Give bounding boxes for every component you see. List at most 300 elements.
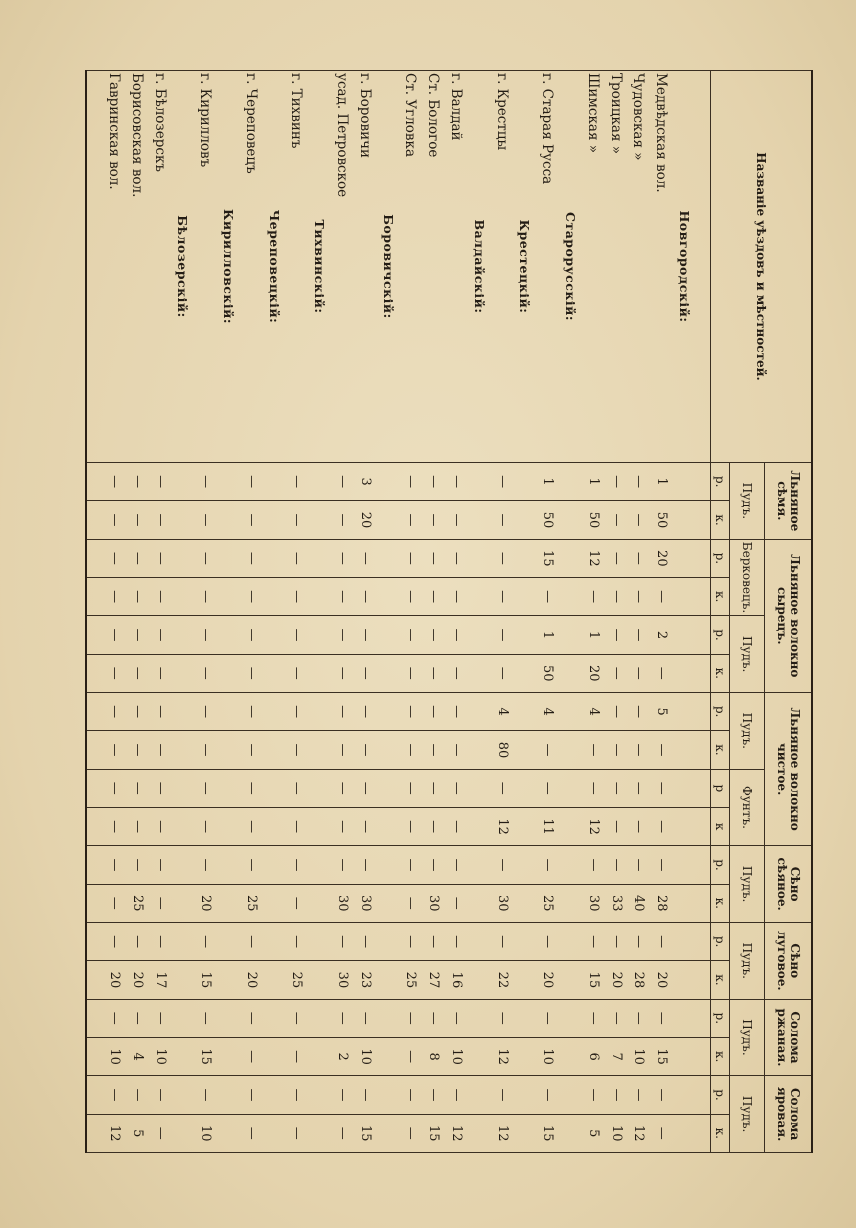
price-cell: — [399,654,422,692]
price-cell: — [194,577,217,615]
empty-cell [308,1076,331,1114]
price-cell: 16 [444,961,467,999]
price-cell: — [148,463,171,501]
empty-cell [262,807,285,845]
price-cell: — [490,769,513,807]
price-cell: 2 [330,1037,353,1075]
district-name: Новгородскій: [672,71,695,463]
price-cell: — [239,577,262,615]
price-cell: — [102,769,125,807]
price-cell: 10 [194,1114,217,1152]
empty-cell [513,807,536,845]
price-cell: 50 [581,501,604,539]
empty-cell [513,539,536,577]
empty-cell [513,654,536,692]
price-cell: 4 [536,692,559,730]
empty-cell [558,961,581,999]
price-cell: — [285,654,308,692]
price-cell: — [102,884,125,922]
price-cell: — [604,692,627,730]
price-cell: — [330,999,353,1037]
empty-cell [171,463,194,501]
price-cell: — [627,463,650,501]
price-cell: — [330,616,353,654]
empty-cell [171,654,194,692]
price-cell: — [148,731,171,769]
empty-cell [171,616,194,654]
price-cell: — [627,807,650,845]
price-cell: — [353,731,376,769]
empty-cell [672,463,695,501]
price-cell: 50 [536,654,559,692]
place-name: Борисовская вол. [125,71,148,463]
price-cell: — [330,807,353,845]
empty-cell [262,463,285,501]
empty-cell [376,999,399,1037]
district-heading-row [467,71,490,1153]
price-cell: — [399,463,422,501]
empty-cell [672,1114,695,1152]
empty-cell [376,769,399,807]
price-cell: — [353,654,376,692]
district-heading-row [376,71,399,1153]
price-cell: — [125,807,148,845]
price-cell: — [490,922,513,960]
price-cell: — [399,501,422,539]
table-row [650,71,673,1153]
price-cell: — [444,692,467,730]
header-rub-kop: р. [711,463,730,501]
price-cell: — [125,501,148,539]
header-rub-kop: к [711,807,730,845]
empty-cell [308,616,331,654]
empty-cell [513,1114,536,1152]
header-rub-kop: р. [711,922,730,960]
price-cell: — [627,577,650,615]
district-name: Старорусскій: [558,71,581,463]
header-rub-kop: к. [711,884,730,922]
empty-cell [513,846,536,884]
empty-cell [171,961,194,999]
empty-cell [171,501,194,539]
price-cell: 1 [581,463,604,501]
price-cell: — [102,577,125,615]
price-cell: — [194,846,217,884]
price-cell: — [399,1037,422,1075]
empty-cell [467,846,490,884]
table-row [353,71,376,1153]
price-cell: — [604,539,627,577]
district-heading-row [216,71,239,1153]
price-cell: 30 [330,961,353,999]
price-cell: 10 [627,1037,650,1075]
empty-cell [558,654,581,692]
price-cell: — [422,731,445,769]
price-cell: — [125,463,148,501]
empty-cell [558,1037,581,1075]
price-cell: — [239,463,262,501]
price-cell: — [102,807,125,845]
empty-cell [558,692,581,730]
place-name: Медвѣдская вол. [650,71,673,463]
price-cell: — [627,1076,650,1114]
empty-cell [558,769,581,807]
empty-cell [308,769,331,807]
empty-cell [376,577,399,615]
empty-cell [672,961,695,999]
empty-cell [308,539,331,577]
empty-cell [467,1076,490,1114]
price-cell: 12 [444,1114,467,1152]
header-unit: Пудъ. [730,616,765,693]
price-cell: — [604,922,627,960]
price-cell: 80 [490,731,513,769]
price-cell: — [285,692,308,730]
price-cell: — [353,1076,376,1114]
price-cell: — [239,501,262,539]
place-name: Ст. Бологое [422,71,445,463]
price-cell: — [285,884,308,922]
price-cell: — [444,654,467,692]
empty-cell [262,884,285,922]
empty-cell [171,577,194,615]
price-cell: — [330,846,353,884]
empty-cell [216,1076,239,1114]
empty-cell [467,1037,490,1075]
price-cell: — [650,846,673,884]
district-heading-row [672,71,695,1153]
empty-cell [513,922,536,960]
empty-cell [376,1114,399,1152]
price-cell: — [285,846,308,884]
header-unit: Пудъ. [730,692,765,769]
price-cell: — [125,922,148,960]
price-cell: — [536,999,559,1037]
price-cell: 12 [627,1114,650,1152]
header-rub-kop: к. [711,1037,730,1075]
price-cell: 10 [148,1037,171,1075]
price-cell: — [399,846,422,884]
price-cell: — [330,539,353,577]
place-name: усад. Петровское [330,71,353,463]
empty-cell [513,999,536,1037]
price-cell: — [581,999,604,1037]
price-cell: — [353,999,376,1037]
header-rub-kop: к. [711,501,730,539]
empty-cell [376,463,399,501]
price-cell: 20 [194,884,217,922]
price-cell: — [627,769,650,807]
price-cell: — [148,1076,171,1114]
price-cell: — [604,999,627,1037]
price-cell: 30 [330,884,353,922]
price-cell: — [125,577,148,615]
place-name: г. Валдай [444,71,467,463]
empty-cell [262,1114,285,1152]
table-header [711,71,813,1153]
empty-cell [672,922,695,960]
price-cell: — [536,577,559,615]
price-cell: — [490,654,513,692]
price-cell: — [444,884,467,922]
price-cell: — [353,539,376,577]
price-cell: 20 [581,654,604,692]
price-cell: — [239,769,262,807]
empty-cell [216,1114,239,1152]
empty-cell [171,1076,194,1114]
price-cell: — [330,731,353,769]
empty-cell [262,1037,285,1075]
header-group: Льняное волокно чистое. [765,692,813,845]
empty-cell [558,807,581,845]
price-cell: — [148,654,171,692]
price-cell: — [102,501,125,539]
empty-cell [467,539,490,577]
price-cell: — [148,807,171,845]
empty-cell [672,999,695,1037]
empty-cell [513,692,536,730]
price-cell: — [194,654,217,692]
price-cell: — [125,539,148,577]
price-cell: 10 [536,1037,559,1075]
empty-cell [558,501,581,539]
price-cell: — [102,846,125,884]
price-cell: — [148,692,171,730]
empty-cell [513,961,536,999]
empty-cell [672,501,695,539]
table-row [194,71,217,1153]
price-cell: — [650,1076,673,1114]
empty-cell [376,1037,399,1075]
district-heading-row [308,71,331,1153]
price-cell: — [239,922,262,960]
price-cell: — [330,769,353,807]
price-cell: 50 [650,501,673,539]
price-cell: — [330,463,353,501]
price-cell: — [285,1037,308,1075]
empty-cell [558,616,581,654]
empty-cell [308,1037,331,1075]
price-cell: — [650,807,673,845]
place-name: г. Старая Русса [536,71,559,463]
price-cell: — [285,1076,308,1114]
header-group: Сѣно луговое. [765,922,813,999]
price-cell: 1 [650,463,673,501]
price-cell: — [239,999,262,1037]
price-cell: — [102,616,125,654]
price-cell: 2 [650,616,673,654]
price-cell: — [194,731,217,769]
empty-cell [558,884,581,922]
price-cell: — [399,577,422,615]
price-cell: — [239,692,262,730]
empty-cell [467,1114,490,1152]
district-heading-row [171,71,194,1153]
header-rub-kop: р [711,769,730,807]
empty-cell [308,807,331,845]
price-cell: — [330,654,353,692]
price-cell: 30 [490,884,513,922]
price-cell: — [490,577,513,615]
price-cell: 25 [285,961,308,999]
price-cell: — [444,731,467,769]
price-cell: 8 [422,1037,445,1075]
price-cell: 22 [490,961,513,999]
price-cell: — [148,884,171,922]
price-cell: 23 [353,961,376,999]
price-cell: — [239,616,262,654]
empty-cell [308,654,331,692]
price-cell: 15 [194,961,217,999]
empty-cell [672,692,695,730]
district-heading-row [262,71,285,1153]
empty-cell [513,1076,536,1114]
header-group: Солома яровая. [765,1076,813,1153]
empty-cell [262,654,285,692]
empty-cell [467,884,490,922]
empty-cell [672,654,695,692]
price-cell: — [102,999,125,1037]
price-cell: — [353,616,376,654]
header-unit: Фунтъ. [730,769,765,846]
empty-cell [216,616,239,654]
header-unit: Пудъ. [730,463,765,540]
price-cell: — [490,1076,513,1114]
price-cell: — [330,1114,353,1152]
price-cell: — [627,539,650,577]
price-cell: — [125,654,148,692]
price-cell: — [627,654,650,692]
price-cell: 4 [125,1037,148,1075]
empty-cell [216,654,239,692]
price-cell: 25 [399,961,422,999]
price-cell: 12 [490,1114,513,1152]
price-cell: 4 [490,692,513,730]
price-cell: — [627,501,650,539]
price-cell: — [194,501,217,539]
price-cell: 5 [581,1114,604,1152]
price-cell: — [444,1076,467,1114]
empty-cell [262,616,285,654]
price-cell: 1 [536,616,559,654]
price-cell: 17 [148,961,171,999]
price-cell: — [422,769,445,807]
price-table [85,70,813,1153]
price-cell: — [422,922,445,960]
price-cell: 11 [536,807,559,845]
price-cell: — [194,1076,217,1114]
place-name: Гавринская вол. [102,71,125,463]
price-cell: — [444,616,467,654]
price-cell: — [399,616,422,654]
price-cell: 20 [650,539,673,577]
place-name: г. Крестцы [490,71,513,463]
place-name: г. Боровичи [353,71,376,463]
empty-cell [262,692,285,730]
price-cell: — [353,769,376,807]
price-cell: — [581,731,604,769]
price-cell: 25 [125,884,148,922]
table-row [239,71,262,1153]
price-cell: — [604,654,627,692]
empty-cell [171,692,194,730]
empty-cell [171,539,194,577]
price-cell: — [490,539,513,577]
price-cell: — [399,1076,422,1114]
price-cell: — [627,922,650,960]
district-name: Крестецкій: [513,71,536,463]
price-cell: — [444,769,467,807]
price-cell: — [422,1076,445,1114]
empty-cell [216,463,239,501]
price-cell: — [148,769,171,807]
empty-cell [467,999,490,1037]
price-cell: 50 [536,501,559,539]
price-cell: — [399,731,422,769]
empty-cell [672,1076,695,1114]
empty-cell [216,577,239,615]
empty-cell [558,463,581,501]
header-rub-kop: к. [711,731,730,769]
place-name: Троицкая » [604,71,627,463]
price-cell: 15 [422,1114,445,1152]
empty-cell [672,539,695,577]
empty-cell [467,577,490,615]
header-rub-kop: р. [711,1076,730,1114]
empty-cell [216,692,239,730]
price-cell: — [239,539,262,577]
empty-cell [216,884,239,922]
empty-cell [216,539,239,577]
price-cell: 25 [239,884,262,922]
empty-cell [467,731,490,769]
price-cell: — [650,769,673,807]
price-cell: — [422,999,445,1037]
price-cell: — [581,769,604,807]
header-rub-kop: к. [711,654,730,692]
price-cell: — [102,731,125,769]
price-cell: — [650,577,673,615]
empty-cell [376,501,399,539]
price-cell: — [490,616,513,654]
empty-cell [376,807,399,845]
price-cell: — [125,692,148,730]
header-rub-kop: р. [711,999,730,1037]
empty-cell [216,807,239,845]
price-cell: — [581,846,604,884]
district-heading-row [513,71,536,1153]
empty-cell [513,616,536,654]
header-rub-kop: к. [711,577,730,615]
price-cell: — [285,922,308,960]
price-cell: — [581,1076,604,1114]
price-cell: — [650,654,673,692]
price-cell: — [399,769,422,807]
price-cell: 15 [581,961,604,999]
empty-cell [558,577,581,615]
price-cell: — [194,769,217,807]
price-cell: 30 [581,884,604,922]
empty-cell [672,884,695,922]
empty-cell [672,731,695,769]
price-cell: — [125,769,148,807]
price-cell: 4 [581,692,604,730]
price-cell: 27 [422,961,445,999]
price-cell: — [194,616,217,654]
header-group: Льняное сѣмя. [765,463,813,540]
header-rub-kop: р. [711,616,730,654]
empty-cell [308,961,331,999]
